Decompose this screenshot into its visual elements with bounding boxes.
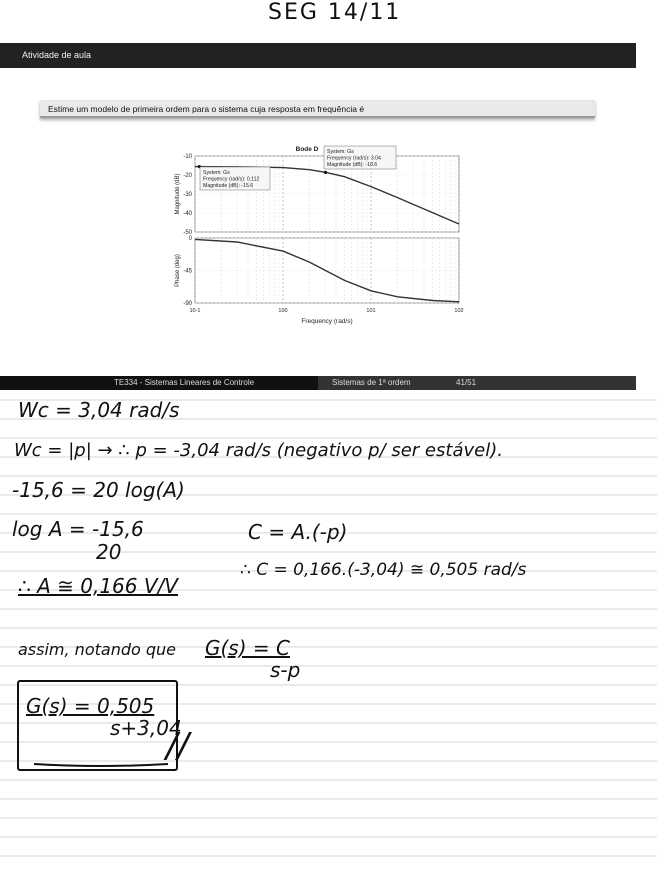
- datatip-line: Frequency (rad/s): 3.04: [327, 155, 381, 162]
- datatip-line: Magnitude (dB): -18.6: [327, 162, 378, 168]
- y-tick-label: -20: [183, 173, 192, 179]
- footer-course: TE334 - Sistemas Lineares de Controle: [114, 378, 255, 387]
- question-box: Estime um modelo de primeira ordem para o sistema cuja resposta em frequência é: [40, 100, 595, 118]
- chart-title: Bode D: [295, 146, 319, 153]
- y-tick-label: -40: [183, 211, 192, 217]
- note-line-6b: G(s) = C: [205, 636, 290, 660]
- datatip-line: Frequency (rad/s): 0.112: [203, 176, 260, 183]
- note-line-6c: s-p: [270, 658, 301, 682]
- footer-section: Sistemas de 1ª ordem: [332, 378, 411, 387]
- note-line-5a: ∴ A ≅ 0,166 V/V: [18, 574, 178, 598]
- y-tick-label: 0: [188, 236, 192, 242]
- phase-ylabel: Phase (deg): [175, 254, 181, 287]
- datatip-line: Magnitude (dB): -15.6: [203, 183, 254, 189]
- note-line-4a: log A = -15,6: [12, 517, 144, 541]
- y-tick-label: -10: [183, 154, 192, 160]
- x-tick-label: 101: [366, 308, 376, 314]
- x-tick-label: 10-1: [189, 308, 201, 314]
- y-tick-label: -45: [183, 268, 192, 275]
- magnitude-ylabel: Magnitude (dB): [175, 173, 181, 215]
- final-answer-num: G(s) = 0,505: [26, 694, 155, 718]
- note-line-2: Wc = |p| → ∴ p = -3,04 rad/s (negativo p/ ser estável).: [14, 440, 503, 461]
- y-tick-label: -30: [183, 192, 192, 198]
- y-tick-label: -90: [183, 301, 192, 307]
- final-mark: //: [166, 726, 189, 766]
- note-line-4c: C = A.(-p): [248, 520, 348, 544]
- x-axis-label: Frequency (rad/s): [301, 318, 353, 325]
- header-note: SEG 14/11: [268, 0, 402, 25]
- x-tick-label: 100: [278, 308, 288, 314]
- final-answer-den: s+3,04: [110, 716, 182, 740]
- y-tick-label: -50: [183, 230, 192, 236]
- x-tick-label: 102: [454, 308, 464, 314]
- note-line-6a: assim, notando que: [18, 640, 176, 659]
- datatip-line: System: Gs: [203, 170, 230, 176]
- note-line-4b: 20: [96, 540, 122, 564]
- note-line-3: -15,6 = 20 log(A): [12, 478, 185, 502]
- slide-header: Atividade de aula: [0, 43, 636, 68]
- footer-page-number: 41/51: [456, 378, 477, 387]
- note-line-5b: ∴ C = 0,166.(-3,04) ≅ 0,505 rad/s: [240, 560, 527, 580]
- note-line-1: Wc = 3,04 rad/s: [18, 398, 180, 422]
- datatip-line: System: Gs: [327, 149, 354, 155]
